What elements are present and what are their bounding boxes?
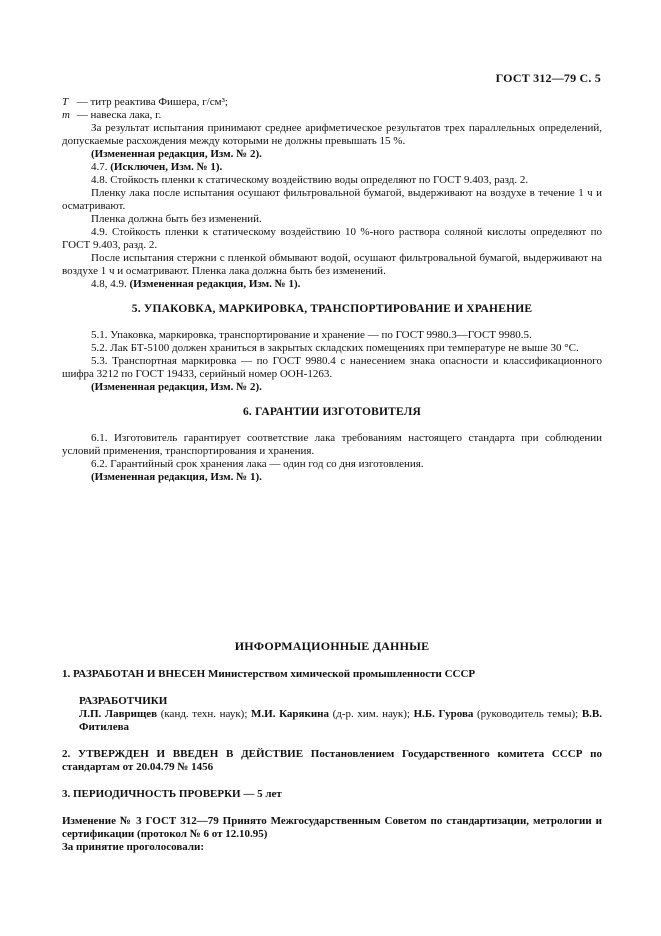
- info-item-3: 3. ПЕРИОДИЧНОСТЬ ПРОВЕРКИ — 5 лет: [62, 788, 282, 800]
- clause-5-2: 5.2. Лак БТ-5100 должен храниться в закрытых складских помещениях при температуре не выше 30 °С.: [91, 342, 579, 354]
- paragraph: Пленка должна быть без изменений.: [91, 213, 262, 225]
- clause-number: 4.8, 4.9.: [91, 278, 127, 290]
- clause-6-2: 6.2. Гарантийный срок хранения лака — один год со дня изготовления.: [91, 458, 424, 470]
- developer-role: (д-р. хим. наук);: [329, 708, 414, 720]
- info-data-section: [62, 640, 602, 868]
- clause-6-1: 6.1. Изготовитель гарантирует соответствие лака требованиям настоящего стандарта при соблюдении условий применения, транспортирования и хранения.: [62, 432, 602, 457]
- developer-role: (канд. техн. наук);: [157, 708, 252, 720]
- clause-number: 4.7.: [91, 161, 108, 173]
- document-body: [62, 96, 602, 484]
- amendment-note: (Измененная редакция, Изм. № 2).: [91, 381, 262, 393]
- amendment-note: (Исключен, Изм. № 1).: [110, 161, 223, 173]
- developer-name: Л.П. Лаврищев: [79, 708, 158, 720]
- clause-5-3: 5.3. Транспортная маркировка — по ГОСТ 9980.4 с нанесением знака опасности и классификационного шифра 3212 по ГОСТ 19433, серийный номер ООН-1263.: [62, 355, 602, 380]
- legend-t-text: — титр реактива Фишера, г/см³;: [74, 96, 228, 108]
- info-item-2: 2. УТВЕРЖДЕН И ВВЕДЕН В ДЕЙСТВИЕ Постановлением Государственного комитета СССР по стандартам от 20.04.79 № 1456: [62, 748, 602, 773]
- developer-name: М.И. Карякина: [251, 708, 329, 720]
- amendment-note: (Измененная редакция, Изм. № 2).: [91, 148, 262, 160]
- voted-label: За принятие проголосовали:: [62, 841, 205, 853]
- var-m: m: [62, 109, 70, 121]
- amendment-note: (Измененная редакция, Изм. № 1).: [91, 471, 262, 483]
- developers-block: [79, 695, 602, 734]
- section-heading-5: 5. УПАКОВКА, МАРКИРОВКА, ТРАНСПОРТИРОВАНИЕ И ХРАНЕНИЕ: [131, 303, 533, 315]
- developers-list: [79, 708, 602, 734]
- clause-4-8: 4.8. Стойкость пленки к статическому воздействию воды определяют по ГОСТ 9.403, разд. 2.: [91, 174, 529, 186]
- info-item-1: 1. РАЗРАБОТАН И ВНЕСЕН Министерством химической промышленности СССР: [62, 668, 476, 680]
- developer-name: В.В. Фитилева: [79, 708, 603, 733]
- paragraph: Пленку лака после испытания осушают фильтровальной бумагой, выдерживают на воздухе в течение 1 ч и осматривают.: [62, 187, 602, 212]
- var-t: Т: [62, 96, 69, 108]
- clause-4-7: [62, 161, 602, 174]
- amendment-note: (Измененная редакция, Изм. № 1).: [129, 278, 301, 290]
- change-note: Изменение № 3 ГОСТ 312—79 Принято Межгосударственным Советом по стандартизации, метрологии и сертификации (протокол № 6 от 12.10.95): [62, 815, 602, 840]
- section-heading-6: 6. ГАРАНТИИ ИЗГОТОВИТЕЛЯ: [242, 406, 422, 418]
- developers-title: РАЗРАБОТЧИКИ: [79, 695, 168, 707]
- page-header: ГОСТ 312—79 С. 5: [495, 71, 601, 85]
- developer-name: Н.Б. Гурова: [413, 708, 474, 720]
- formula-legend-t: [62, 96, 602, 109]
- legend-m-text: — навеска лака, г.: [74, 109, 162, 121]
- developer-role: (руководитель темы);: [473, 708, 582, 720]
- paragraph-result: За результат испытания принимают среднее арифметическое результатов трех параллельных определений, допускаемые расхождения между которыми не должны превышать 15 %.: [62, 122, 602, 147]
- formula-legend-m: [62, 109, 602, 122]
- clause-5-1: 5.1. Упаковка, маркировка, транспортирование и хранение — по ГОСТ 9980.3—ГОСТ 9980.5.: [91, 329, 532, 341]
- clause-4-8-4-9-note: [62, 278, 602, 291]
- info-title: ИНФОРМАЦИОННЫЕ ДАННЫЕ: [234, 639, 430, 653]
- clause-4-9: 4.9. Стойкость пленки к статическому воздействию 10 %-ного раствора соляной кислоты определяют по ГОСТ 9.403, разд. 2.: [62, 226, 602, 251]
- paragraph: После испытания стержни с пленкой обмывают водой, осушают фильтровальной бумагой, выдерживают на воздухе 1 ч и осматривают. Пленка лака должна быть без изменений.: [62, 252, 602, 277]
